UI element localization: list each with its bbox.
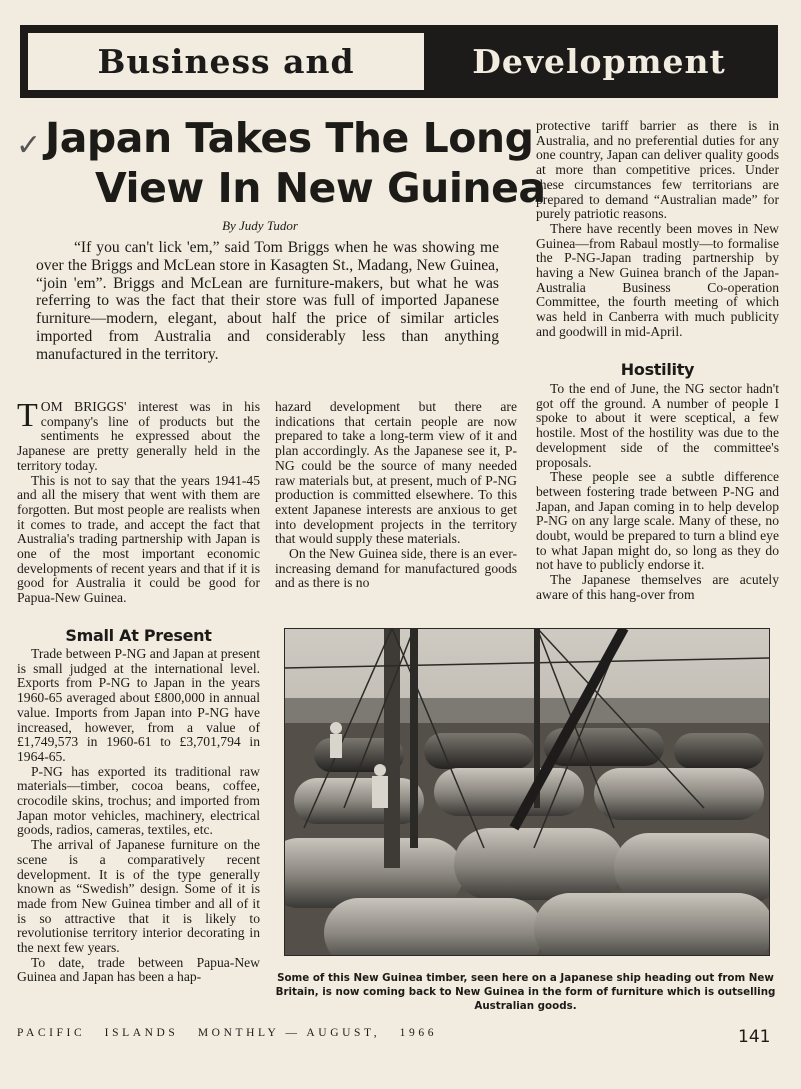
column-1-bottom	[17, 647, 260, 985]
paragraph: On the New Guinea side, there is an ever-increasing demand for manufactured goods and as there is no	[275, 546, 517, 591]
paragraph: To date, trade between Papua-New Guinea and Japan has been a hap-	[17, 954, 260, 985]
section-banner	[20, 25, 778, 98]
subhead-small-at-present: Small At Present	[65, 626, 212, 645]
intro-paragraph: “If you can't lick 'em,” said Tom Briggs when he was showing me over the Briggs and McLean store in Kasagten St., Madang, New Guinea, “join 'em”. Briggs and McLean are furniture-makers, but what he was referring to was the fact that their store was full of imported Japanese furniture—modern, elegant, about half the price of similar articles imported from Australia and considerably less than anything manufactured in the territory.	[36, 239, 499, 363]
photo-illustration	[284, 628, 770, 956]
paragraph: To the end of June, the NG sector hadn't got off the ground. A number of people I spoke to about it were sceptical, a few hostile. Most of the hostility was due to the development side of the committee's proposals.	[536, 381, 779, 470]
footer-publication: PACIFIC ISLANDS MONTHLY — AUGUST, 1966	[17, 1027, 438, 1039]
paragraph-text: OM BRIGGS' interest was in his company's line of products but the sentiments he expressed about the Japanese are pretty generally held in the territory today.	[17, 399, 260, 473]
paragraph: The Japanese themselves are acutely aware of this hang-over from	[536, 572, 779, 602]
column-3-top	[536, 119, 779, 340]
banner-label-left: Business and	[26, 31, 426, 92]
paragraph	[17, 397, 260, 474]
headline-line-1: Japan Takes The Long	[45, 114, 534, 162]
headline-line-2: View In New Guinea	[95, 164, 546, 212]
column-3-bottom	[536, 382, 779, 603]
paragraph: P-NG has exported its traditional raw materials—timber, cocoa beans, coffee, crocodile skins, trochus; and imported from Japan motor vehicles, machinery, electrical goods, radios, cameras, textiles, etc.	[17, 763, 260, 838]
byline: By Judy Tudor	[222, 218, 298, 233]
paragraph: hazard development but there are indications that certain people are now prepared to take a long-term view of it and plan accordingly. As the Japanese see it, P-NG could be the source of many needed raw materials but, at present, much of P-NG production is committed elsewhere. To this extent Japanese interests are anxious to get into development projects in the territory that would supply these materials.	[275, 399, 517, 547]
paragraph: Trade between P-NG and Japan at present is small judged at the international level. Exports from P-NG to Japan in the years 1960-65 averaged about £800,000 in annual value. Imports from Japan into P-NG have increased, however, from a value of £1,749,573 in 1960-61 to £3,701,794 in 1964-65.	[17, 646, 260, 764]
subhead-hostility: Hostility	[620, 360, 695, 379]
paragraph: This is not to say that the years 1941-45 and all the misery that went with them are forgotten. But most people are realists when it comes to trade, and accept the fact that Australia's trading partnership with Japan is one of the most important economic developments of recent years and that if it is good for Australia it could be good for Papua-New Guinea.	[17, 472, 260, 606]
paragraph: These people see a subtle difference between fostering trade between P-NG and Japan, and Japan coming in to help develop P-NG on any large scale. Many of these, no doubt, would be prepared to turn a blind eye to what Japan might do, so long as they do not have to publicly endorse it.	[536, 469, 779, 573]
check-mark-icon: ✓	[16, 128, 42, 163]
drop-cap: T	[17, 397, 38, 434]
column-1-top	[17, 397, 260, 606]
paragraph: The arrival of Japanese furniture on the scene is a comparatively recent development. It is of the type generally known as “Swedish” design. Some of it is made from New Guinea timber and all of it is so attractive that it is likely to revolutionise territory interior decorating in the next few years.	[17, 837, 260, 956]
paragraph: There have recently been moves in New Guinea—from Rabaul mostly—to formalise the P-NG-Japan trading partnership by having a New Guinea branch of the Japan-Australia Business Co-operation Committee, the fourth meeting of which was held in Canberra with much publicity and goodwill in mid-April.	[536, 220, 779, 339]
page-number: 141	[738, 1027, 771, 1047]
ship-timber-photo	[284, 628, 770, 956]
paragraph: protective tariff barrier as there is in Australia, and no preferential duties for any one country, Japan can deliver quality goods at more than competitive prices. Under these circumstances few territorians are prepared to demand “Australian made” for purely patriotic reasons.	[536, 118, 779, 222]
column-2	[275, 400, 517, 591]
photo-caption: Some of this New Guinea timber, seen here on a Japanese ship heading out from New Britain, is now coming back to New Guinea in the form of furniture which is outselling Australian goods.	[275, 972, 776, 1012]
banner-label-right: Development	[472, 42, 726, 81]
